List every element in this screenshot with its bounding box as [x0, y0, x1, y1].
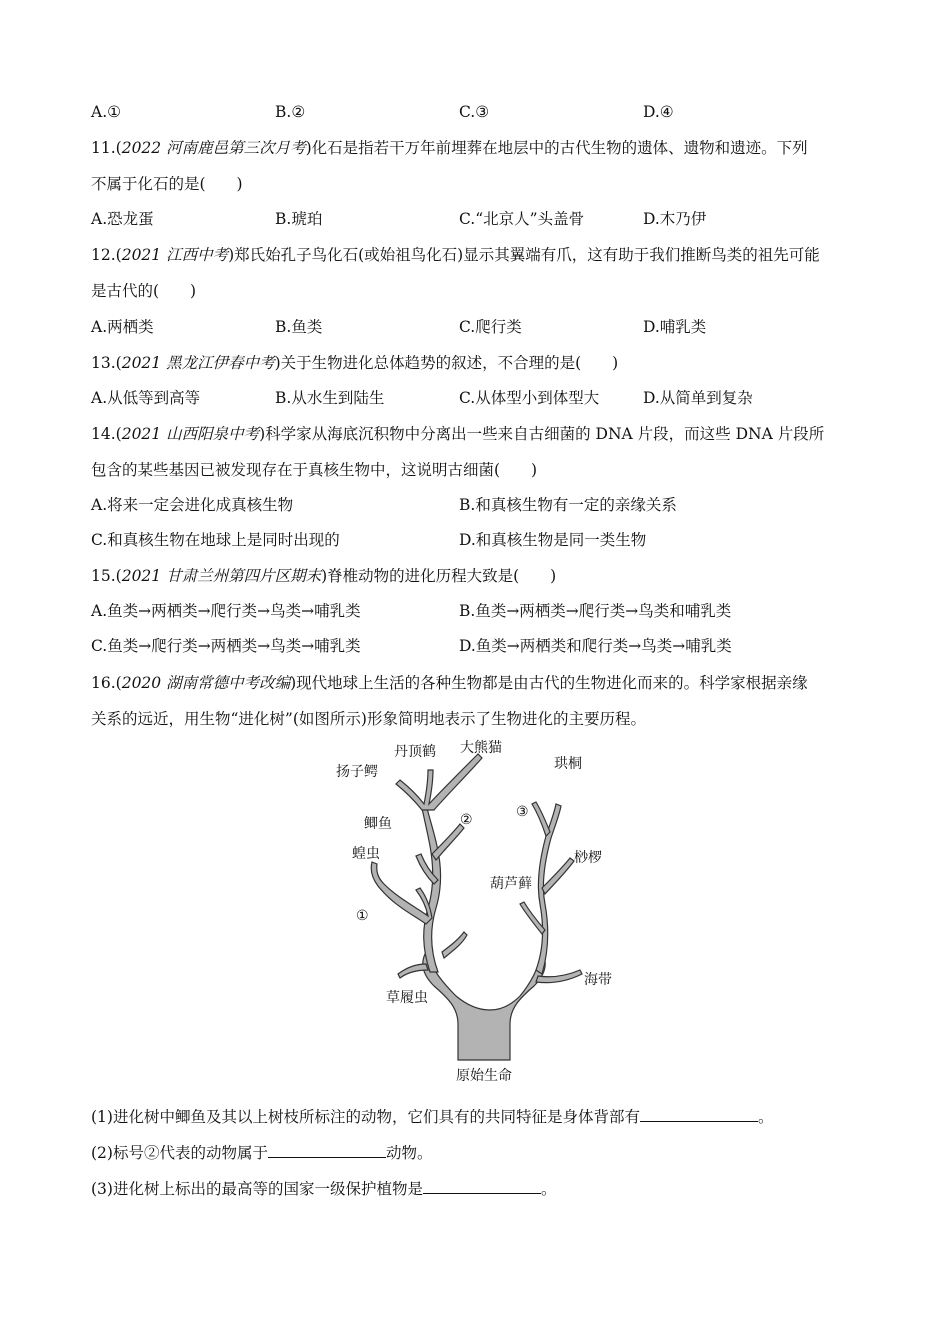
- label-circle-2: ②: [460, 812, 473, 828]
- q16-sub1: [91, 1107, 773, 1127]
- tree-branch-small-left: [442, 932, 467, 958]
- q10-option-c: C.③: [459, 103, 490, 121]
- label-dandinghe: 丹顶鹤: [394, 744, 436, 760]
- q16-stem-line2: 关系的远近，用生物“进化树”(如图所示)形象简明地表示了生物进化的主要历程。: [91, 710, 646, 728]
- q16-sub1-text: (1)进化树中鲫鱼及其以上树枝所标注的动物，它们具有的共同特征是身体背部有: [91, 1108, 640, 1126]
- q10-option-b: B.②: [275, 103, 306, 121]
- q16-sub2: [91, 1143, 432, 1163]
- q15-source: 2021 甘肃兰州第四片区期末: [121, 567, 322, 585]
- q16-stem-line1: [91, 673, 808, 693]
- q11-number: 11.(: [91, 139, 122, 157]
- q12-stem-line1: [91, 245, 820, 265]
- q14-option-a: A.将来一定会进化成真核生物: [91, 496, 294, 514]
- q11-option-a: A.恐龙蛋: [91, 210, 154, 228]
- q13-option-a: A.从低等到高等: [91, 389, 201, 407]
- q15-stem-line1: [91, 566, 556, 586]
- label-circle-1: ①: [356, 908, 369, 924]
- tree-branch-2: [432, 824, 464, 860]
- q15-option-a: A.鱼类→两栖类→爬行类→鸟类→哺乳类: [91, 602, 361, 620]
- q12-stem-text1: )郑氏始孔子鸟化石(或始祖鸟化石)显示其翼端有爪，这有助于我们推断鸟类的祖先可能: [228, 246, 820, 264]
- q14-option-d: D.和真核生物是同一类生物: [459, 531, 647, 549]
- q13-source: 2021 黑龙江伊春中考: [121, 354, 275, 372]
- q11-stem-line1: [91, 138, 808, 158]
- q16-sub1-blank[interactable]: [640, 1107, 758, 1122]
- label-gongtong: 珙桐: [554, 756, 582, 772]
- tree-top-fork: [396, 754, 482, 810]
- q13-option-b: B.从水生到陆生: [275, 389, 385, 407]
- q11-stem-line2: 不属于化石的是( ): [91, 175, 243, 193]
- q14-stem-line2: 包含的某些基因已被发现存在于真核生物中，这说明古细菌( ): [91, 461, 538, 479]
- q13-stem-text1: )关于生物进化总体趋势的叙述，不合理的是( ): [274, 354, 619, 372]
- label-yangzie: 扬子鳄: [336, 764, 378, 780]
- q11-option-c: C.“北京人”头盖骨: [459, 210, 585, 228]
- q10-option-d: D.④: [643, 103, 674, 121]
- q14-source: 2021 山西阳泉中考: [121, 425, 260, 443]
- q15-option-c: C.鱼类→爬行类→两栖类→鸟类→哺乳类: [91, 637, 361, 655]
- q14-option-c: C.和真核生物在地球上是同时出现的: [91, 531, 340, 549]
- label-suoluo: 桫椤: [574, 850, 602, 866]
- q12-option-b: B.鱼类: [275, 318, 323, 336]
- q12-number: 12.(: [91, 246, 122, 264]
- tree-left-branch: [422, 808, 441, 972]
- q16-source: 2020 湖南常德中考改编: [121, 674, 291, 692]
- q16-number: 16.(: [91, 674, 122, 692]
- q13-option-c: C.从体型小到体型大: [459, 389, 600, 407]
- label-jiyu: 鲫鱼: [364, 816, 392, 832]
- q16-sub1-end: 。: [757, 1108, 774, 1126]
- q13-option-d: D.从简单到复杂: [643, 389, 753, 407]
- q13-stem-line1: [91, 353, 618, 373]
- q10-option-a: A.①: [91, 103, 122, 121]
- tree-trunk: [423, 952, 546, 1060]
- q13-number: 13.(: [91, 354, 122, 372]
- label-yuanshishengming: 原始生命: [456, 1068, 512, 1084]
- q12-option-a: A.两栖类: [91, 318, 154, 336]
- q16-sub3-text: (3)进化树上标出的最高等的国家一级保护植物是: [91, 1180, 423, 1198]
- label-daxiongmao: 大熊猫: [460, 740, 502, 756]
- q16-sub3-blank[interactable]: [423, 1179, 541, 1194]
- q12-option-c: C.爬行类: [459, 318, 522, 336]
- q11-option-b: B.琥珀: [275, 210, 323, 228]
- q15-option-b: B.鱼类→两栖类→爬行类→鸟类和哺乳类: [459, 602, 732, 620]
- q14-stem-line1: [91, 424, 824, 444]
- q12-option-d: D.哺乳类: [643, 318, 707, 336]
- q16-sub2-text: (2)标号②代表的动物属于: [91, 1144, 268, 1162]
- q11-stem-text1: )化石是指若干万年前埋葬在地层中的古代生物的遗体、遗物和遗迹。下列: [305, 139, 808, 157]
- label-huangchong: 蝗虫: [352, 846, 380, 862]
- label-circle-3: ③: [516, 804, 529, 820]
- q16-stem-text1: )现代地球上生活的各种生物都是由古代的生物进化而来的。科学家根据亲缘: [290, 674, 808, 692]
- q15-stem-text1: )脊椎动物的进化历程大致是( ): [321, 567, 557, 585]
- q14-stem-text1: )科学家从海底沉积物中分离出一些来自古细菌的 DNA 片段，而这些 DNA 片段所: [259, 425, 825, 443]
- q12-stem-line2: 是古代的( ): [91, 282, 197, 300]
- label-huluxian: 葫芦藓: [490, 876, 532, 892]
- tree-branch-huangchong: [371, 862, 432, 924]
- q11-option-d: D.木乃伊: [643, 210, 707, 228]
- q11-source: 2022 河南鹿邑第三次月考: [121, 139, 306, 157]
- q16-sub2-blank[interactable]: [268, 1143, 386, 1158]
- q14-number: 14.(: [91, 425, 122, 443]
- evolution-tree-figure: [330, 738, 630, 1090]
- q16-sub2-end: 动物。: [385, 1144, 433, 1162]
- q16-sub3-end: 。: [540, 1180, 557, 1198]
- q15-number: 15.(: [91, 567, 122, 585]
- tree-branch-suoluo: [542, 858, 574, 894]
- label-haidai: 海带: [584, 972, 612, 988]
- q16-sub3: [91, 1179, 556, 1199]
- q12-source: 2021 江西中考: [121, 246, 229, 264]
- q14-option-b: B.和真核生物有一定的亲缘关系: [459, 496, 677, 514]
- label-caolvchong: 草履虫: [386, 990, 428, 1006]
- q15-option-d: D.鱼类→两栖类和爬行类→鸟类→哺乳类: [459, 637, 732, 655]
- tree-right-top-fork: [532, 802, 550, 836]
